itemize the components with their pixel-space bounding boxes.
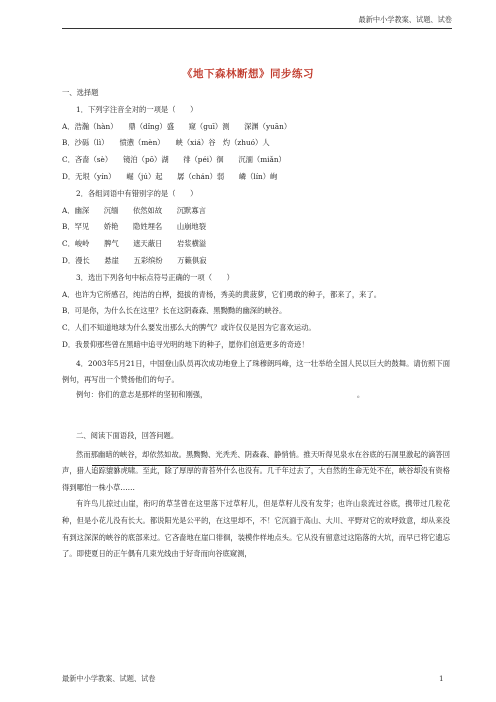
document-body <box>62 87 450 563</box>
q2-option-d: D．漫长 悬崖 五彩缤纷 万籁俱寂 <box>62 255 207 265</box>
header-text: 最新中小学教案、试题、试卷 <box>358 15 452 24</box>
answer-blank-line <box>92 465 422 466</box>
page-header <box>62 8 452 29</box>
q1-stem: 1．下列字注音全对的一项是（ ） <box>76 104 198 114</box>
page-number: 1 <box>439 674 444 683</box>
q1-option-c: C．吝啬（sè） 镜泊（pō）湖 徘（péi）徊 沉湎（miǎn） <box>62 155 286 165</box>
q1-option-b: B．沙砾（lì） 愤懑（mèn） 峡（xiá）谷 灼（zhuó）人 <box>62 138 270 148</box>
q3-option-b: B．可是你，为什么长在这里？长在这阴森森、黑黝黝的幽深的峡谷。 <box>62 306 287 316</box>
q2-option-a: A．幽深 沉缅 依然如故 沉默寡言 <box>62 205 206 215</box>
q2-stem: 2．各组词语中有错别字的是（ ） <box>76 188 198 198</box>
document-title: 《地下森林断想》同步练习 <box>182 68 314 80</box>
section-heading-reading: 二、阅读下面语段，回答问题。 <box>76 430 179 440</box>
q4-example: 例句：你们的意志是那样的坚韧和刚强， 。 <box>76 389 365 399</box>
footer-text: 最新中小学教案、试题、试卷 <box>62 674 156 683</box>
q3-option-d: D．我景仰那些曾在黑暗中追寻光明的地下的种子，愿你们创造更多的奇迹！ <box>62 339 309 349</box>
reading-paragraph-2: 有许鸟儿掠过山崖，衔叼的草茎曾在这里落下过草籽儿，但是草籽儿没有发芽；也许山泉流过谷底，携带过几粒花种，但是小花儿没有长大。都说阳光是公平的，在这里却不，不！它沉湎于高山、大川、平野对它的欢呼致意，却从来没有到这深深的峡谷的底部来过。它吝啬地在崖口徘徊，装模作样地点头。它从没有留意过这陷落的大坑，而早已将它遗忘了。即使夏日的正午偶有几束光线由于好奇而向谷底窥测， <box>62 499 450 559</box>
q3-option-c: C．人们不知道地球为什么要发出那么大的脾气？或许仅仅是因为它喜欢运动。 <box>62 323 316 333</box>
q3-stem: 3．选出下列各句中标点符号正确的一项（ ） <box>76 272 234 282</box>
q3-option-a: A．也许为它所感召，纯洁的白桦，挺拔的青杨，秀美的黄菠萝，它们勇敢的种子，都来了，来了。 <box>62 289 382 299</box>
q1-option-d: D．无垠（yín） 崛（jú）起 孱（chán）弱 嶙（lín）峋 <box>62 171 278 181</box>
q1-option-a: A．浩瀚（hàn） 鼎（dǐng）盛 窥（guī）测 深渊（yuān） <box>62 121 292 131</box>
q4-text: 4．2003年5月21日，中国登山队员再次成功地登上了珠穆朗玛峰，这一壮举给全国人民以巨大的鼓舞。请仿照下面例句，再写出一个赞扬他们的句子。 <box>62 358 450 385</box>
reading-paragraph-1: 然而那幽暗的峡谷，却依然如故。黑黝黝、光秃秃、阴森森、静悄悄。推天听得见泉水在谷底的石洞里激起的滴答回声，猎人追踪貔貅虎啸。至此，除了厚厚的青苔外什么也没有。几千年过去了，大自然的生命无处不在，峡谷却没有资格得到哪怕一株小草…… <box>62 449 450 492</box>
q2-option-c: C．峻岭 脾气 遮天蔽日 岩浆横溢 <box>62 239 207 249</box>
section-heading-choice: 一、选择题 <box>62 88 99 97</box>
answer-space <box>62 406 450 430</box>
q2-option-b: B．罕见 娇艳 隐姓埋名 山崩地裂 <box>62 222 207 232</box>
